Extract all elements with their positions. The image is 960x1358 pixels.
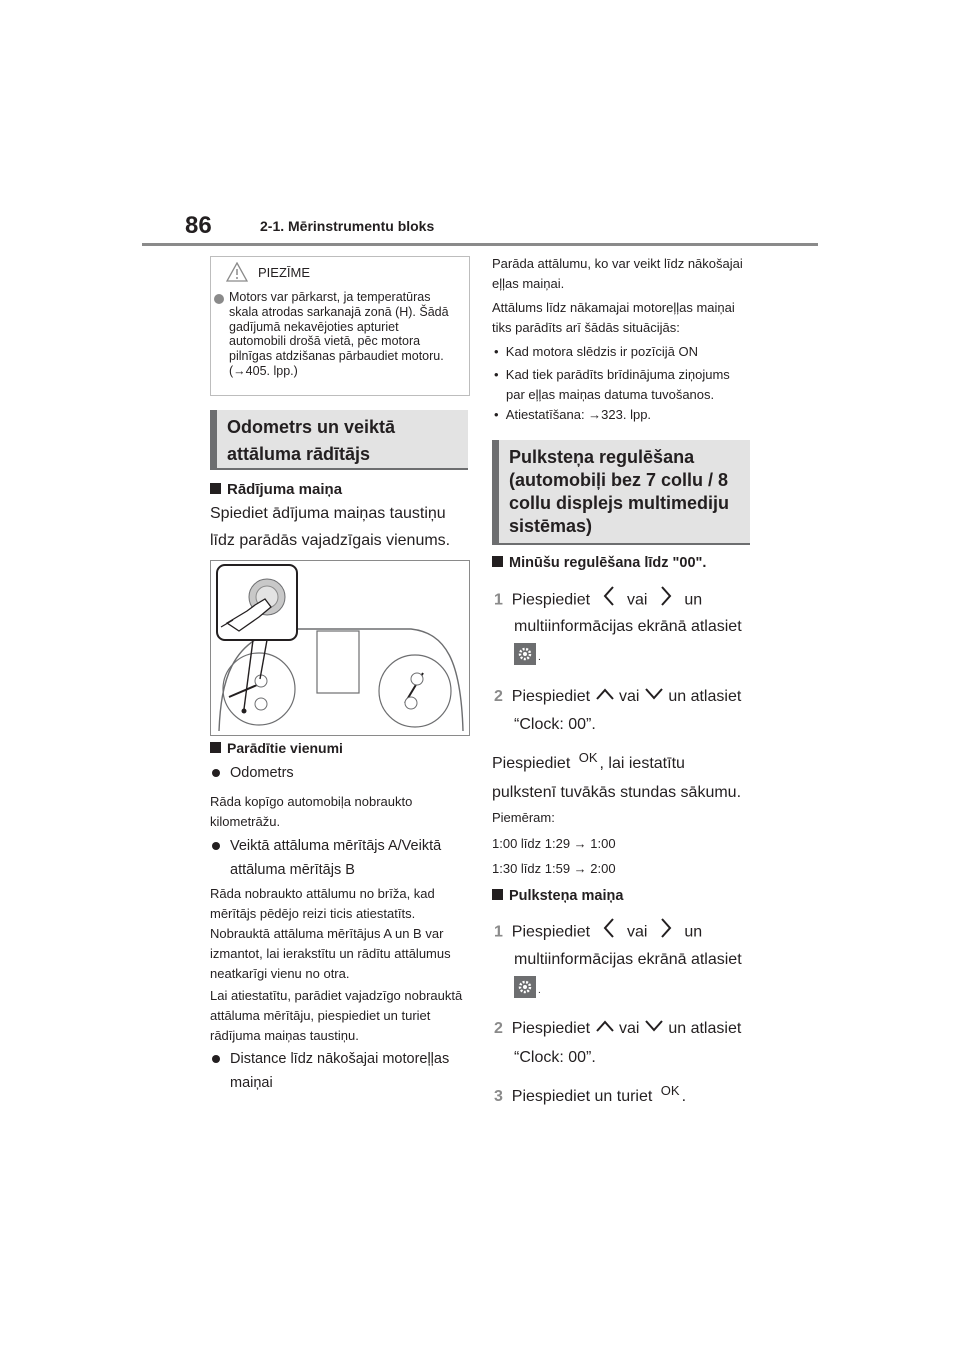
odometer-description: Rāda kopīgo automobiļa nobraukto kilometrāžu. <box>210 794 413 829</box>
chevron-up-icon <box>595 683 615 710</box>
chevron-right-icon <box>660 585 672 616</box>
step-b2: 2 Piespiediet vai un atlasiet <box>494 1015 741 1042</box>
press-ok-text-line2: pulkstenī tuvākās stundas sākumu. <box>492 784 742 801</box>
chevron-down-icon <box>644 1015 664 1042</box>
subheading-minutes-reset: Minūšu regulēšana līdz "00". <box>492 555 706 571</box>
oil-distance-intro: Parāda attālumu, ko var veikt līdz nākošajai eļļas maiņai. <box>492 256 743 291</box>
page-number: 86 <box>185 212 212 239</box>
round-bullet-icon <box>212 769 220 777</box>
ok-button-icon: OK <box>660 1083 680 1098</box>
oil-distance-situations: Attālums līdz nākamajai motoreļļas maiņai tiks parādīts arī šādās situācijās: <box>492 300 735 335</box>
warning-triangle-icon <box>226 262 248 282</box>
reset-bullet: • Atiestatīšana: →323. lpp. <box>494 407 652 422</box>
chevron-down-icon <box>644 683 664 710</box>
chevron-up-icon <box>595 1015 615 1042</box>
step-a1-line2: multiinformācijas ekrānā atlasiet <box>514 618 742 635</box>
square-bullet-icon <box>210 742 221 753</box>
display-change-text: Spiediet ādījuma maiņas taustiņu līdz parādās vajadzīgais vienums. <box>210 505 451 549</box>
square-bullet-icon <box>492 889 503 900</box>
square-bullet-icon <box>492 556 503 567</box>
subheading-displayed-items: Parādītie vienumi <box>210 740 343 756</box>
step-a1: 1 Piespiediet vai un <box>494 585 702 616</box>
chevron-right-icon <box>660 917 672 948</box>
step-b3: 3 Piespiediet un turiet OK . <box>494 1083 686 1110</box>
chevron-left-icon <box>603 585 615 616</box>
section-heading-clock: Pulksteņa regulēšana (automobiļi bez 7 collu / 8 collu displejs multimediju sistēmas) <box>492 440 750 545</box>
step-b1-line2: multiinformācijas ekrānā atlasiet <box>514 951 742 968</box>
press-ok-text: Piespiediet OK , lai iestatītu <box>492 750 685 777</box>
example-label: Piemēram: <box>492 810 555 825</box>
trip-meter-reset-description: Lai atiestatītu, parādiet vajadzīgo nobrauktā attāluma mērītāju, piespiediet un turiet rādījuma maiņas taustiņu. <box>210 988 463 1043</box>
step-b2-line2: “Clock: 00”. <box>514 1049 596 1066</box>
section-heading-odometer: Odometrs un veiktā attāluma rādītājs <box>210 410 468 470</box>
note-text: Motors var pārkarst, ja temperatūras skala atrodas sarkanajā zonā (H). Šādā gadījumā nekavējoties apturiet automobili drošā vietā, pēc motora pilnīgas atdzišanas pārbaudiet motoru. (→405. lpp.) <box>229 290 449 378</box>
header-rule <box>142 243 818 246</box>
trip-meter-description: Rāda nobraukto attālumu no brīža, kad mērītājs pēdējo reizi ticis atiestatīts. Nobrauktā attāluma mērītājus A un B var izmantot, lai ierakstītu un rādītu attālumus neatkarīgi vienu no otra. <box>210 886 451 981</box>
step-a2: 2 Piespiediet vai un atlasiet <box>494 683 741 710</box>
settings-gear-icon <box>514 643 536 665</box>
ok-button-icon: OK <box>578 750 598 765</box>
chapter-title: 2-1. Mērinstrumentu bloks <box>260 218 435 234</box>
situation-bullet-2: • Kad tiek parādīts brīdinājuma ziņojums par eļļas maiņas datuma tuvošanos. <box>494 367 730 402</box>
instrument-cluster-illustration <box>210 560 470 736</box>
square-bullet-icon <box>210 483 221 494</box>
step-b1: 1 Piespiediet vai un <box>494 917 702 948</box>
round-bullet-icon <box>212 842 220 850</box>
note-title: PIEZĪME <box>258 265 311 280</box>
chevron-left-icon <box>603 917 615 948</box>
example-1: 1:00 līdz 1:29 → 1:00 <box>492 836 616 851</box>
list-item-trip-meter: Veiktā attāluma mērītājs A/Veiktā attāluma mērītājs B <box>212 834 441 882</box>
step-a2-line2: “Clock: 00”. <box>514 716 596 733</box>
situation-bullet-1: • Kad motora slēdzis ir pozīcijā ON <box>494 344 698 359</box>
note-bullet-icon <box>214 294 224 304</box>
list-item-odometer: Odometrs <box>212 765 294 781</box>
subheading-clock-change: Pulksteņa maiņa <box>492 888 623 904</box>
round-bullet-icon <box>212 1055 220 1063</box>
list-item-oil-change-distance: Distance līdz nākošajai motoreļļas maiņai <box>212 1047 449 1095</box>
subheading-display-change: Rādījuma maiņa <box>210 481 342 498</box>
example-2: 1:30 līdz 1:59 → 2:00 <box>492 861 616 876</box>
settings-gear-icon <box>514 976 536 998</box>
